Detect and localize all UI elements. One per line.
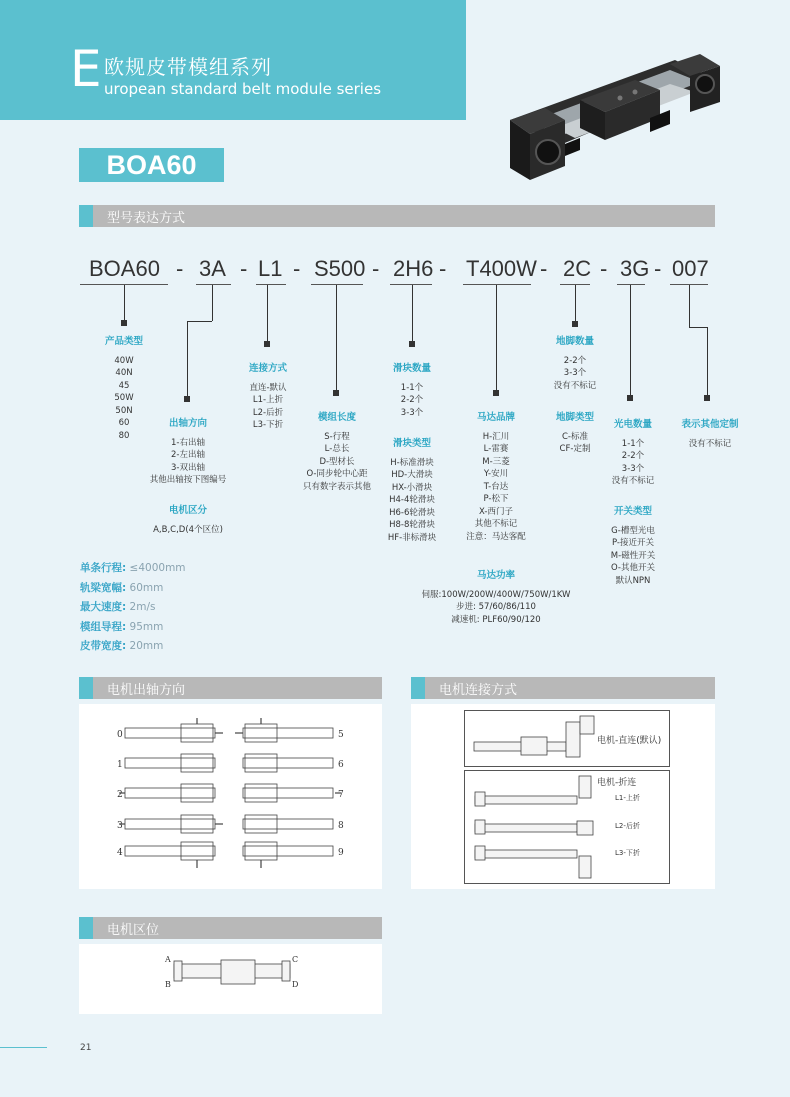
block-motor-zone: [140, 505, 236, 536]
block-line: H4-4轮滑块: [389, 495, 435, 505]
block-line: HF-非标滑块: [387, 532, 437, 543]
block-line: 3-3个: [621, 463, 645, 474]
spec-row: [80, 637, 186, 657]
zone-label: D: [292, 980, 299, 989]
output-num: 9: [338, 848, 344, 858]
connector-line: [336, 285, 337, 392]
block-line: 伺服:100W/200W/400W/750W/1KW: [421, 589, 571, 600]
block-line: 2-2个: [563, 355, 587, 366]
output-num: 5: [338, 730, 344, 740]
code-separator: -: [372, 256, 380, 281]
zone-label: C: [292, 955, 299, 964]
block-title: 产品类型: [104, 336, 143, 347]
block-line: L-总长: [324, 444, 350, 454]
block-line: HD-大滑块: [391, 470, 433, 480]
block-title: 马达功率: [476, 570, 515, 581]
block-line: 没有不标记: [611, 476, 655, 486]
block-title: 出轴方向: [168, 418, 207, 429]
section-accent: [79, 677, 93, 699]
output-num: 6: [338, 760, 344, 770]
block-line: 40N: [115, 368, 133, 378]
block-line: 2-2个: [621, 451, 645, 461]
code-separator: -: [176, 256, 184, 281]
code-part: 007: [672, 256, 709, 281]
output-num: 4: [117, 848, 123, 858]
block-line: L1-上折: [252, 395, 284, 405]
connector-dot: [572, 321, 578, 327]
code-underline: [196, 284, 231, 285]
code-part: 3G: [620, 256, 650, 281]
model-title: BOA60: [79, 148, 224, 182]
output-num: 8: [338, 821, 344, 831]
connection-diagram-panel: [411, 704, 715, 889]
code-part: 2C: [563, 256, 592, 281]
connection-fold-label: 电机-折连: [597, 778, 637, 788]
block-line: 45: [118, 380, 130, 391]
block-line: 2-左出轴: [171, 450, 205, 460]
block-line: CF-定制: [559, 444, 591, 454]
output-num: 1: [117, 760, 123, 770]
block-title: 地脚类型: [555, 412, 594, 423]
code-underline: [463, 284, 531, 285]
spec-value: 60mm: [129, 581, 164, 594]
block-title: 模组长度: [317, 412, 356, 423]
spec-label: 最大速度:: [80, 601, 127, 614]
connector-dot: [184, 396, 190, 402]
block-line: 默认NPN: [615, 575, 651, 586]
connector-dot: [333, 390, 339, 396]
code-separator: -: [439, 256, 447, 281]
block-line: 80: [118, 430, 130, 441]
code-part: S500: [314, 256, 366, 281]
block-line: 1-右出轴: [171, 437, 205, 448]
block-line: A,B,C,D(4个区位): [153, 524, 223, 535]
block-output-dir: [140, 418, 236, 487]
page-number: 21: [80, 1043, 92, 1053]
block-line: M-三菱: [482, 456, 510, 467]
connection-l3-label: L3-下折: [615, 849, 640, 857]
connector-line: [412, 285, 413, 343]
header-title-en: uropean standard belt module series: [104, 80, 382, 98]
block-line: C-标准: [561, 431, 588, 442]
block-line: 2-2个: [400, 395, 424, 405]
block-line: M-磁性开关: [610, 550, 656, 561]
block-connection: [236, 363, 300, 432]
block-title: 电机区分: [168, 505, 207, 516]
block-line: 步进: 57/60/86/110: [456, 602, 536, 612]
block-line: 60: [118, 418, 130, 428]
block-line: L3-下折: [252, 420, 284, 430]
spec-label: 单条行程:: [80, 562, 127, 574]
block-line: 没有不标记: [553, 380, 597, 391]
zone-label: A: [165, 955, 171, 964]
block-line: 50W: [114, 393, 134, 403]
connector-line: [630, 285, 631, 397]
block-line: 40W: [114, 355, 134, 366]
section-accent: [79, 917, 93, 939]
connector-line: [187, 321, 212, 322]
code-separator: -: [654, 256, 662, 281]
spec-label: 模组导程:: [80, 620, 127, 633]
section-title: 电机区位: [107, 923, 160, 938]
code-part: 2H6: [393, 256, 434, 281]
zone-diagram-panel: [79, 944, 382, 1014]
block-line: T-台达: [483, 481, 509, 492]
block-line: S-行程: [324, 431, 350, 442]
block-line: P-接近开关: [611, 538, 654, 548]
block-title: 连接方式: [248, 363, 287, 374]
block-custom: [672, 419, 748, 450]
block-line: P-松下: [483, 494, 509, 504]
code-underline: [311, 284, 363, 285]
header-title-cn: 欧规皮带模组系列: [104, 55, 272, 79]
block-title: 滑块数量: [392, 363, 431, 374]
section-accent: [411, 677, 425, 699]
spec-row: [80, 559, 186, 579]
spec-label: 轨梁宽幅:: [80, 581, 127, 594]
connector-dot: [627, 395, 633, 401]
spec-value: 2m/s: [129, 601, 156, 614]
output-num: 3: [117, 821, 123, 831]
connection-fold-frame: [464, 770, 670, 884]
code-separator: -: [240, 256, 248, 281]
zone-diagram: [79, 944, 382, 1014]
spec-value: 95mm: [129, 620, 164, 633]
block-title: 地脚数量: [555, 336, 594, 347]
connector-line: [124, 285, 125, 321]
block-line: 3-3个: [400, 407, 424, 418]
block-line: 没有不标记: [688, 438, 732, 449]
code-underline: [390, 284, 432, 285]
connection-l1-label: L1-上折: [615, 794, 640, 802]
page-rule: [0, 1047, 47, 1048]
code-separator: -: [293, 256, 301, 281]
output-num: 7: [338, 790, 344, 800]
code-underline: [256, 284, 286, 285]
block-line: L-雷赛: [483, 444, 509, 454]
block-line: HX-小滑块: [391, 482, 433, 493]
connection-direct-frame: [464, 710, 670, 767]
block-line: H-汇川: [482, 431, 510, 442]
section-title: 电机连接方式: [439, 683, 518, 698]
block-line: H-标准滑块: [390, 457, 434, 468]
spec-label: 皮带宽度:: [80, 640, 127, 653]
code-separator: -: [540, 256, 548, 281]
connector-dot: [493, 390, 499, 396]
section-bar-motor-position: [79, 917, 382, 939]
block-line: 其他出轴按下图编号: [149, 475, 227, 485]
block-slider-type: [376, 438, 448, 544]
connector-dot: [264, 341, 270, 347]
connector-line: [496, 285, 497, 392]
block-sensor-qty: [598, 419, 668, 488]
output-diagram-panel: [79, 704, 382, 889]
connector-line: [267, 285, 268, 343]
block-title: 开关类型: [613, 506, 652, 517]
code-part: T400W: [466, 256, 537, 281]
block-motor-power: [410, 570, 582, 626]
block-title: 马达品牌: [476, 412, 515, 423]
block-motor-brand: [456, 412, 536, 543]
connection-l2-label: L2-后折: [615, 822, 640, 830]
connector-line: [212, 285, 213, 321]
block-length: [292, 412, 382, 493]
code-part: L1: [258, 256, 283, 281]
code-part: BOA60: [89, 256, 160, 281]
block-title: 滑块类型: [392, 438, 431, 449]
connector-line: [707, 327, 708, 397]
spec-row: [80, 618, 186, 638]
code-underline: [617, 284, 645, 285]
block-line: 3-3个: [563, 368, 587, 378]
block-line: 只有数字表示其他: [302, 481, 371, 492]
header-letter: E: [70, 40, 102, 98]
section-title: 型号表达方式: [107, 211, 186, 226]
output-diagram: [79, 704, 382, 889]
block-line: 3-双出轴: [171, 462, 205, 473]
connector-line: [689, 327, 707, 328]
block-line: O-同步轮中心距: [306, 469, 368, 479]
block-line: 1-1个: [400, 382, 424, 393]
connector-dot: [121, 320, 127, 326]
connector-line: [187, 321, 188, 398]
block-line: 其他不标记: [474, 519, 518, 529]
section-bar-expression: [79, 205, 715, 227]
connection-direct-label: 电机-直连(默认): [597, 736, 662, 746]
block-line: D-型材长: [319, 456, 355, 467]
block-line: 注意：马达客配: [466, 531, 526, 542]
block-slider-qty: [380, 363, 444, 419]
spec-row: [80, 579, 186, 599]
block-line: O-其他开关: [611, 563, 655, 573]
code-part: 3A: [199, 256, 226, 281]
spec-list: [80, 559, 186, 657]
block-line: 减速机: PLF60/90/120: [451, 614, 541, 625]
connector-line: [689, 285, 690, 327]
code-separator: -: [600, 256, 608, 281]
block-line: 直连-默认: [249, 382, 287, 393]
spec-value: 20mm: [129, 640, 164, 653]
block-foot-qty: [540, 336, 610, 392]
section-bar-motor-output: [79, 677, 382, 699]
connection-fold-diagram: [469, 772, 597, 882]
product-image: [500, 40, 730, 210]
block-line: G-槽型光电: [611, 525, 655, 536]
connector-dot: [704, 395, 710, 401]
block-title: 表示其他定制: [681, 419, 739, 430]
connector-dot: [409, 341, 415, 347]
block-switch-type: [598, 506, 668, 587]
output-num: 2: [117, 790, 123, 800]
block-line: X-西门子: [479, 506, 513, 517]
block-line: H8-8轮滑块: [389, 520, 435, 530]
connection-direct-diagram: [469, 712, 599, 765]
block-title: 光电数量: [613, 419, 652, 430]
block-line: H6-6轮滑块: [389, 507, 435, 518]
spec-row: [80, 598, 186, 618]
connector-line: [575, 285, 576, 323]
block-line: Y-安川: [483, 469, 509, 479]
zone-label: B: [165, 980, 171, 989]
section-bar-motor-connection: [411, 677, 715, 699]
section-title: 电机出轴方向: [107, 683, 186, 698]
block-line: 50N: [115, 405, 133, 416]
output-num: 0: [117, 730, 123, 740]
block-line: 1-1个: [621, 438, 645, 449]
section-accent: [79, 205, 93, 227]
spec-value: ≤4000mm: [129, 562, 186, 574]
block-line: L2-后折: [252, 407, 284, 418]
